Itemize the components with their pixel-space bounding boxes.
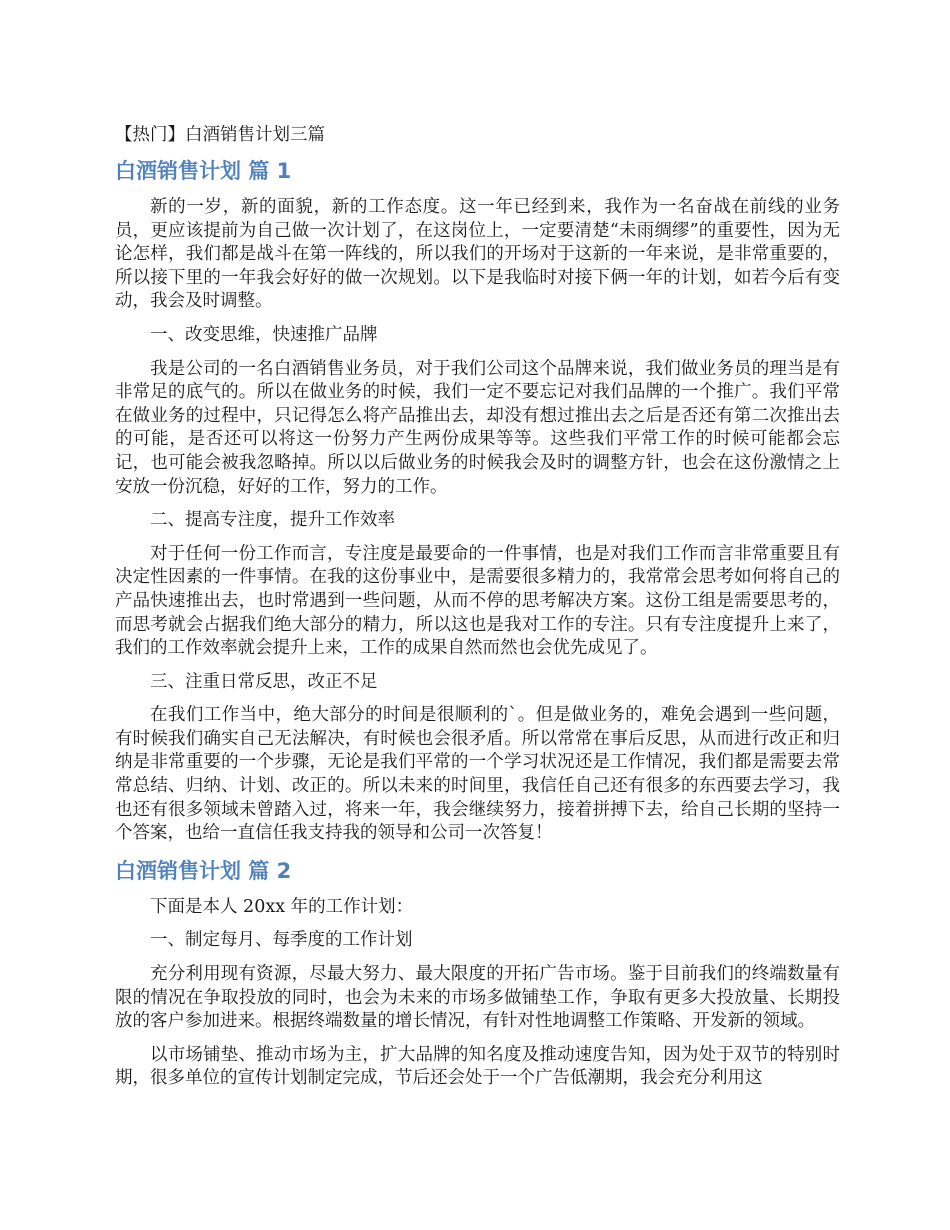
subheading: 一、制定每月、每季度的工作计划 — [150, 930, 413, 951]
subheading: 一、改变思维，快速推广品牌 — [150, 324, 378, 345]
paragraph: 以市场铺垫、推动市场为主，扩大品牌的知名度及推动速度告知，因为处于双节的特别时期，很多单位的宣传计划制定完成，节后还会处于一个广告低潮期，我会充分利用这 — [115, 1044, 840, 1089]
paragraph: 我是公司的一名白酒销售业务员，对于我们公司这个品牌来说，我们做业务员的理当是有非常足的底气的。所以在做业务的时候，我们一定不要忘记对我们品牌的一个推广。我们平常在做业务的过程中，只记得怎么将产品推出去，却没有想过推出去之后是否还有第二次推出去的可能，是否还可以将这一份努力产生两份成果等等。这些我们平常工作的时候可能都会忘记，也可能会被我忽略掉。所以以后做业务的时候我会及时的调整方针，也会在这份激情之上安放一份沉稳，好好的工作，努力的工作。 — [115, 358, 840, 497]
intro-line: 下面是本人 20xx 年的工作计划： — [150, 896, 414, 917]
section-heading: 白酒销售计划 篇 1 — [115, 159, 292, 183]
paragraph: 对于任何一份工作而言，专注度是最要命的一件事情，也是对我们工作而言非常重要且有决定性因素的一件事情。在我的这份事业中，是需要很多精力的，我常常会思考如何将自己的产品快速推出去，也时常遇到一些问题，从而不停的思考解决方案。这份工组是需要思考的，而思考就会占据我们绝大部分的精力，所以这也是我对工作的专注。只有专注度提升上来了，我们的工作效率就会提升上来，工作的成果自然而然也会优先成见了。 — [115, 543, 840, 659]
document-page — [115, 122, 840, 1101]
section-heading: 白酒销售计划 篇 2 — [115, 858, 292, 883]
document-title: 【热门】白酒销售计划三篇 — [115, 125, 325, 145]
section-1 — [115, 156, 840, 846]
subheading: 三、注重日常反思，改正不足 — [150, 671, 378, 692]
paragraph: 在我们工作当中，绝大部分的时间是很顺利的`。但是做业务的，难免会遇到一些问题，有时候我们确实自己无法解决，有时候也会很矛盾。所以常常在事后反思，从而进行改正和归纳是非常重要的一个步骤，无论是我们平常的一个学习状况还是工作情况，我们都是需要去常常总结、归纳、计划、改正的。所以未来的时间里，我信任自己还有很多的东西要去学习，我也还有很多领域未曾踏入过，将来一年，我会继续努力，接着拼搏下去，给自己长期的坚持一个答案，也给一直信任我支持我的领导和公司一次答复！ — [115, 705, 840, 844]
paragraph: 新的一岁，新的面貌，新的工作态度。这一年已经到来，我作为一名奋战在前线的业务员，更应该提前为自己做一次计划了，在这岗位上，一定要清楚“未雨绸缪”的重要性，因为无论怎样，我们都是战斗在第一阵线的，所以我们的开场对于这新的一年来说，是非常重要的，所以接下里的一年我会好好的做一次规划。以下是我临时对接下俩一年的计划，如若今后有变动，我会及时调整。 — [115, 197, 840, 312]
subheading: 二、提高专注度，提升工作效率 — [150, 510, 395, 531]
section-2 — [115, 856, 840, 1091]
paragraph: 充分利用现有资源，尽最大努力、最大限度的开拓广告市场。鉴于目前我们的终端数量有限的情况在争取投放的同时，也会为未来的市场多做铺垫工作，争取有更多大投放量、长期投放的客户参加进来。根据终端数量的增长情况，有针对性地调整工作策略、开发新的领域。 — [115, 964, 840, 1032]
